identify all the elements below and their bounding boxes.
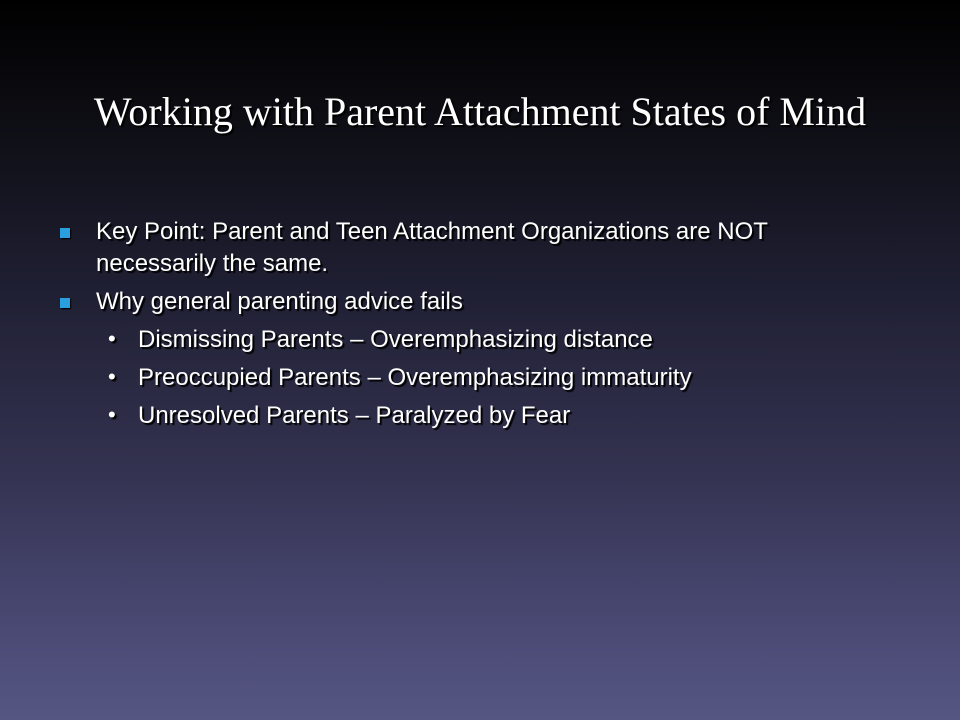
sub-bullet-item	[58, 324, 888, 356]
sub-bullet-item	[58, 400, 888, 432]
slide-body	[58, 216, 888, 438]
round-bullet-icon: •	[108, 402, 116, 427]
square-bullet-icon	[60, 298, 70, 308]
sub-bullet-text: Dismissing Parents – Overemphasizing distance	[138, 326, 653, 353]
sub-bullet-text: Preoccupied Parents – Overemphasizing immaturity	[138, 364, 692, 391]
sub-bullet-item	[58, 362, 888, 394]
bullet-item	[58, 216, 888, 280]
bullet-item	[58, 286, 888, 318]
square-bullet-icon	[60, 228, 70, 238]
round-bullet-icon: •	[108, 364, 116, 389]
bullet-text: Why general parenting advice fails	[96, 288, 463, 315]
slide-title: Working with Parent Attachment States of Mind	[93, 89, 867, 134]
sub-bullet-text: Unresolved Parents – Paralyzed by Fear	[138, 402, 571, 429]
bullet-text: Key Point: Parent and Teen Attachment Organizations are NOT necessarily the same.	[96, 218, 768, 277]
round-bullet-icon: •	[108, 326, 116, 351]
